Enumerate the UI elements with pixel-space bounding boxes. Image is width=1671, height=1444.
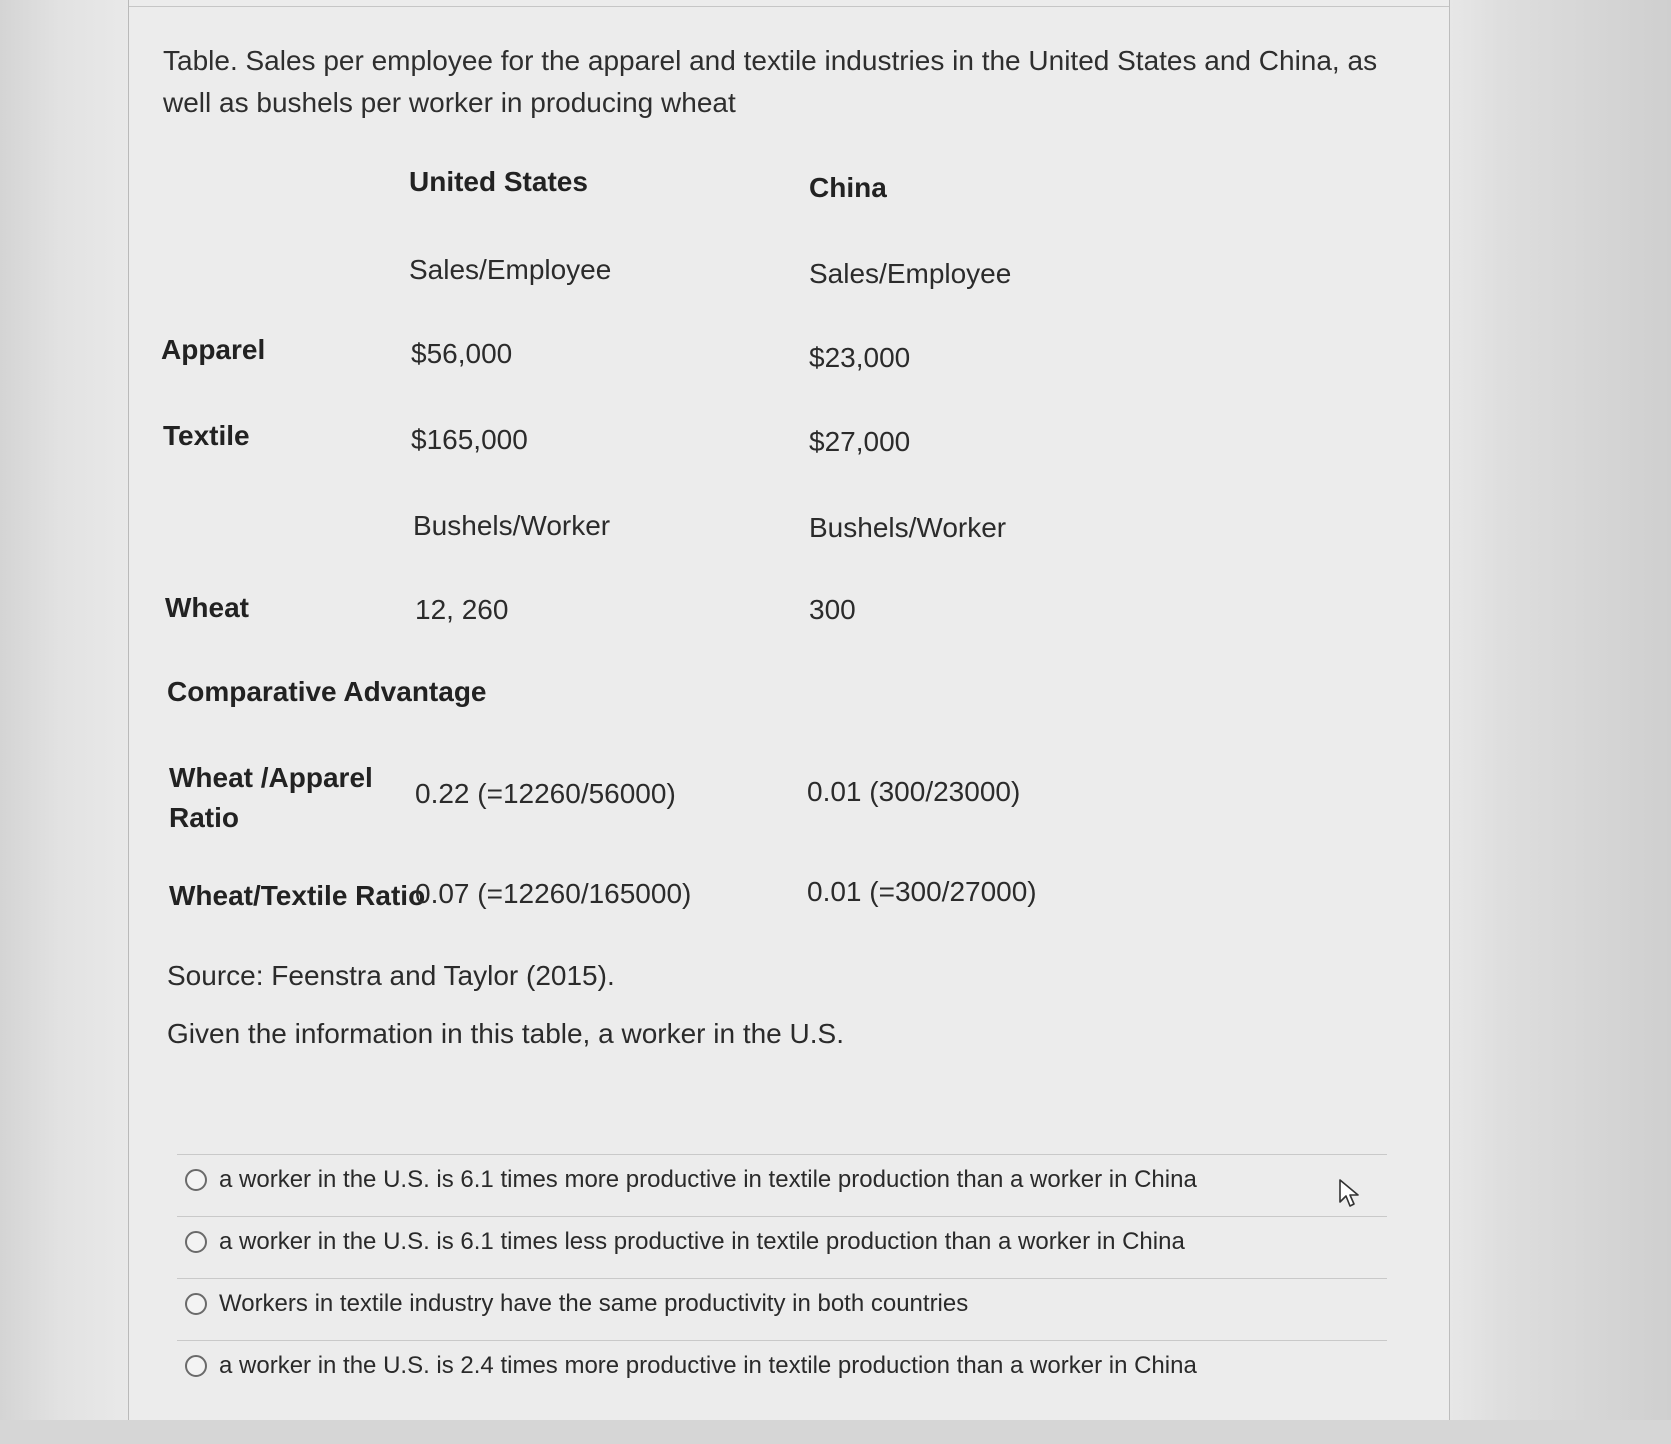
row-label-wheat-textile-ratio: Wheat/Textile Ratio (169, 880, 426, 911)
comparative-advantage-heading: Comparative Advantage (167, 676, 487, 707)
option-divider (177, 1340, 1387, 1341)
apparel-us-value: $56,000 (411, 338, 513, 369)
source-note: Source: Feenstra and Taylor (2015). (167, 960, 615, 991)
row-label-textile: Textile (163, 420, 250, 451)
row-label-apparel: Apparel (161, 334, 266, 365)
answer-option-label: a worker in the U.S. is 6.1 times more productive in textile production than a worker in China (219, 1166, 1197, 1193)
radio-button[interactable] (185, 1169, 207, 1191)
option-divider (177, 1278, 1387, 1279)
radio-button[interactable] (185, 1293, 207, 1315)
question-panel (128, 0, 1450, 1444)
radio-button[interactable] (185, 1355, 207, 1377)
taskbar (0, 1420, 1671, 1444)
wheat-textile-us-value: 0.07 (=12260/165000) (415, 878, 692, 909)
subheader-sales-us: Sales/Employee (409, 254, 612, 285)
option-divider (177, 1154, 1387, 1155)
answer-option-4[interactable] (185, 1352, 1197, 1380)
answer-option-label: a worker in the U.S. is 2.4 times more productive in textile production than a worker in China (219, 1352, 1197, 1379)
table-caption: Table. Sales per employee for the apparel and textile industries in the United States and China, as well as bushels per worker in producing wheat (163, 45, 1378, 118)
wheat-apparel-china-value: 0.01 (300/23000) (807, 776, 1021, 807)
subheader-sales-china: Sales/Employee (809, 258, 1012, 289)
wheat-us-value: 12, 260 (415, 594, 509, 625)
textile-us-value: $165,000 (411, 424, 528, 455)
wheat-apparel-us-value: 0.22 (=12260/56000) (415, 778, 676, 809)
answer-option-3[interactable] (185, 1290, 968, 1318)
row-label-wheat-apparel-ratio: Wheat /Apparel Ratio (169, 762, 373, 833)
textile-china-value: $27,000 (809, 426, 911, 457)
column-header-us: United States (409, 166, 588, 197)
wheat-textile-china-value: 0.01 (=300/27000) (807, 876, 1037, 907)
mouse-pointer-icon (1338, 1178, 1362, 1210)
divider (129, 6, 1449, 7)
column-header-china: China (809, 172, 887, 203)
answer-option-2[interactable] (185, 1228, 1185, 1256)
apparel-china-value: $23,000 (809, 342, 911, 373)
answer-option-1[interactable] (185, 1166, 1197, 1194)
option-divider (177, 1216, 1387, 1217)
subheader-bushels-us: Bushels/Worker (413, 510, 611, 541)
subheader-bushels-china: Bushels/Worker (809, 512, 1007, 543)
row-label-wheat: Wheat (165, 592, 249, 623)
question-text: Given the information in this table, a worker in the U.S. (167, 1018, 844, 1049)
answer-option-label: Workers in textile industry have the same productivity in both countries (219, 1290, 969, 1317)
wheat-china-value: 300 (809, 594, 856, 625)
radio-button[interactable] (185, 1231, 207, 1253)
answer-option-label: a worker in the U.S. is 6.1 times less productive in textile production than a worker in China (219, 1228, 1185, 1255)
